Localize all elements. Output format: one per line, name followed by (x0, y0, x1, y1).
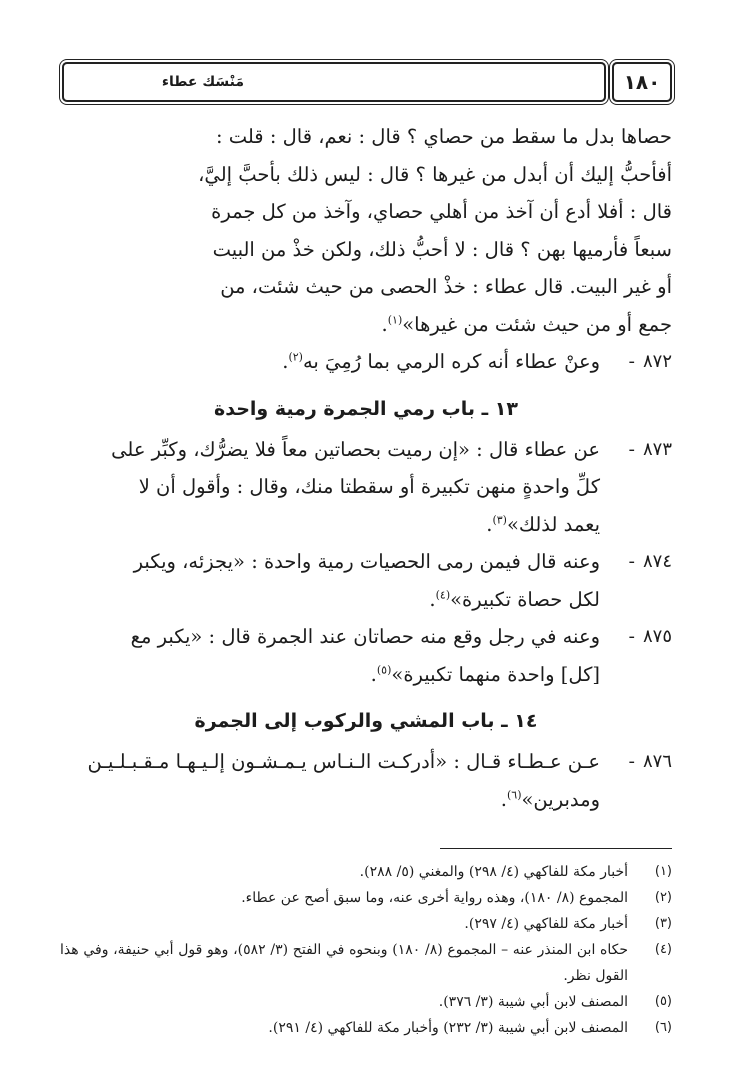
book-title (62, 62, 606, 102)
footnote-ref: (٢) (288, 350, 303, 364)
footnote-ref: (١) (387, 313, 403, 326)
footnote-number: (٦) (654, 1020, 672, 1035)
footnotes-section (60, 859, 672, 1041)
footnote-ref: (٦) (506, 788, 522, 801)
page-number: ١٨٠ (612, 62, 672, 102)
text-line: قال : أفلا أدع أن آخذ من أهلي حصاي، وآخذ من كل جمرة (211, 200, 672, 223)
text-line: لكل حصاة تكبيرة»$^{(٤)}$. (429, 587, 600, 611)
footnote-ref: (٤) (435, 588, 451, 601)
footnote-text: أخبار مكة للفاكهي (٤/ ٢٩٧). (464, 916, 628, 932)
chapter-heading-14: ١٤ ـ باب المشي والركوب إلى الجمرة (194, 710, 538, 732)
text-line: [كل] واحدة منهما تكبيرة»$^{(٥)}$. (370, 662, 600, 686)
footnote-5 (60, 989, 672, 1015)
text-line: ومدبرين»$^{(٦)}$. (500, 787, 600, 811)
footnote-text: المجموع (٨/ ١٨٠)، وهذه رواية أخرى عنه، وما سبق أصح عن عطاء. (241, 890, 628, 906)
footnote-1 (60, 859, 672, 885)
footnote-2 (60, 885, 672, 911)
footnote-6 (60, 1015, 672, 1041)
main-text (60, 118, 672, 818)
intro-paragraph (60, 118, 672, 343)
narration-874 (60, 543, 672, 618)
narration-number: ٨٧٦- (628, 751, 672, 772)
footnote-number: (٢) (654, 890, 672, 905)
text-line: أو غير البيت. قال عطاء : خذْ الحصى من حيث شئت، من (220, 275, 672, 298)
narration-number: ٨٧٣- (628, 438, 672, 460)
narration-number: ٨٧٢- (628, 351, 672, 372)
narration-number: ٨٧٥- (628, 626, 672, 647)
narration-873 (60, 431, 672, 544)
footnote-4 (60, 937, 672, 989)
footnote-number: (٥) (654, 994, 672, 1009)
text-line: كلِّ واحدةٍ منهن تكبيرة أو سقطتا منك، وقال : وأقول أن لا (138, 475, 600, 498)
footnote-ref: (٥) (376, 663, 392, 676)
footnote-divider (440, 848, 672, 849)
book-page (60, 62, 672, 1041)
text-line: عـن عـطـاء قـال : «أدركـت الـنـاس يـمـشـون إلـيـهـا مـقـبـلـيـن (87, 750, 600, 773)
narration-875 (60, 618, 672, 693)
footnote-text: المصنف لابن أبي شيبة (٣/ ٢٣٢) وأخبار مكة للفاكهي (٤/ ٢٩١). (268, 1020, 628, 1036)
text-line: حصاها بدل ما سقط من حصاي ؟ قال : نعم، قال : قلت : (215, 125, 672, 148)
text-line: وعنْ عطاء أنه كره الرمي بما رُمِيَ به$^{(٢)}$. (282, 350, 600, 373)
page-header (60, 62, 672, 102)
text-line: وعنه في رجل وقع منه حصاتان عند الجمرة قال : «يكبر مع (130, 625, 600, 648)
text-line: وعنه قال فيمن رمى الحصيات رمية واحدة : «يجزئه، ويكبر (133, 550, 600, 573)
text-line: سبعاً فأرميها بهن ؟ قال : لا أحبُّ ذلك، ولكن خذْ من البيت (212, 237, 672, 261)
footnote-number: (١) (654, 864, 672, 879)
footnote-text: حكاه ابن المنذر عنه – المجموع (٨/ ١٨٠) وبنحوه في الفتح (٣/ ٥٨٢)، وهو قول أبي حنيفة، وفي هذا القول نظر. (60, 942, 629, 984)
footnote-text: أخبار مكة للفاكهي (٤/ ٢٩٨) والمغني (٥/ ٢٨٨). (359, 864, 628, 880)
narration-872 (60, 343, 672, 381)
text-line: جمع أو من حيث شئت من غيرها»$^{(١)}$. (381, 312, 672, 336)
footnote-number: (٤) (654, 942, 672, 957)
text-line: عن عطاء قال : «إن رميت بحصاتين معاً فلا يضرُّك، وكبِّر على (111, 437, 600, 461)
text-line: يعمد لذلك»$^{(٣)}$. (486, 512, 600, 536)
text-line: أفأحبُّ إليك أن أبدل من غيرها ؟ قال : ليس ذلك بأحبَّ إليَّ، (198, 162, 672, 186)
narration-876 (60, 743, 672, 818)
footnote-ref: (٣) (492, 513, 507, 526)
chapter-heading-13: ١٣ ـ باب رمي الجمرة رمية واحدة (214, 397, 518, 420)
footnote-text: المصنف لابن أبي شيبة (٣/ ٣٧٦). (438, 994, 628, 1010)
narration-number: ٨٧٤- (628, 551, 672, 572)
footnote-number: (٣) (654, 916, 672, 931)
footnote-3 (60, 911, 672, 937)
book-title-text: مَنْسَك عطاء (161, 74, 244, 90)
